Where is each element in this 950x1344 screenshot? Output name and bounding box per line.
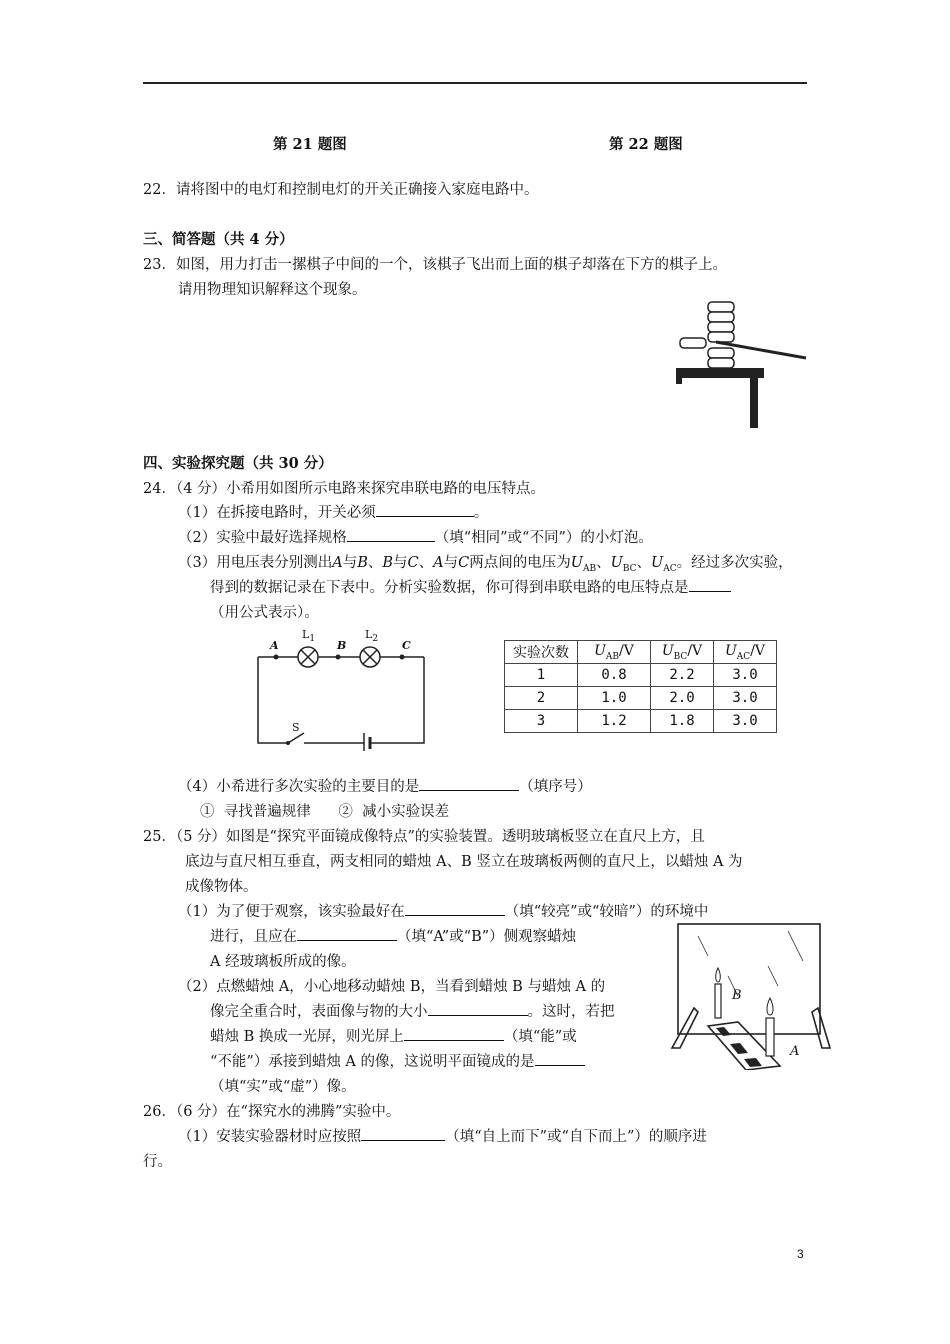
lamp-l1-label: $L_1$ bbox=[302, 628, 316, 645]
q24-part4: （4）小希进行多次实验的主要目的是 （填序号） bbox=[178, 775, 592, 796]
table-cell: 2.2 bbox=[651, 664, 714, 687]
voltage-data-table bbox=[504, 640, 777, 733]
series-circuit-diagram bbox=[252, 627, 430, 751]
q24-part1: （1）在拆接电路时，开关必须 。 bbox=[178, 501, 488, 522]
table-cell: 1 bbox=[505, 664, 578, 687]
table-cell: 3.0 bbox=[714, 687, 777, 710]
q24-part3-line2: 得到的数据记录在下表中。分析实验数据，你可得到串联电路的电压特点是 bbox=[210, 576, 731, 597]
answer-blank[interactable] bbox=[404, 1026, 504, 1041]
table-header-cell: $U_{AB}/V$ bbox=[578, 641, 651, 664]
answer-blank[interactable] bbox=[405, 901, 505, 916]
plane-mirror-figure bbox=[668, 916, 832, 1070]
q25-part2-line2: 像完全重合时，表面像与物的大小 。这时，若把 bbox=[210, 1000, 615, 1021]
answer-blank[interactable] bbox=[297, 926, 397, 941]
question-25-line3: 成像物体。 bbox=[185, 879, 258, 895]
section-3-heading: 三、简答题（共 4 分） bbox=[143, 231, 294, 248]
q24-part3-line1: （3）用电压表分别测出A与B、B与C、A与C两点间的电压为$U_{AB}$、$U_{BC}$、$U_{AC}$。经过多次实验， bbox=[178, 555, 793, 574]
switch-label: S bbox=[292, 721, 300, 734]
answer-blank[interactable] bbox=[376, 502, 474, 517]
question-23-line2: 请用物理知识解释这个现象。 bbox=[178, 282, 367, 298]
table-cell: 3.0 bbox=[714, 710, 777, 733]
question-24-intro: 24．（4 分）小希用如图所示电路来探究串联电路的电压特点。 bbox=[143, 481, 546, 497]
chess-stack-figure bbox=[672, 296, 812, 430]
table-header-row bbox=[505, 641, 777, 664]
candle-a-label: A bbox=[790, 1044, 800, 1059]
q25-part1-line3: A 经玻璃板所成的像。 bbox=[210, 954, 356, 970]
question-25-line2: 底边与直尺相互垂直，两支相同的蜡烛 A、B 竖立在玻璃板两侧的直尺上，以蜡烛 A 为 bbox=[185, 854, 743, 870]
q25-part2-line5: （填“实”或“虚”）像。 bbox=[210, 1079, 356, 1095]
answer-blank[interactable] bbox=[428, 1001, 528, 1016]
answer-blank[interactable] bbox=[419, 776, 519, 791]
question-25-line1: 25．（5 分）如图是“探究平面镜成像特点”的实验装置。透明玻璃板竖立在直尺上方，且 bbox=[143, 829, 705, 845]
node-c-label: C bbox=[402, 639, 411, 652]
q25-part2-line4: “不能”）承接到蜡烛 A 的像，这说明平面镜成的是 bbox=[210, 1050, 585, 1071]
table-row bbox=[505, 664, 777, 687]
table-header-cell: $U_{BC}/V$ bbox=[651, 641, 714, 664]
q25-part1-line1: （1）为了便于观察，该实验最好在 （填“较亮”或“较暗”）的环境中 bbox=[178, 900, 708, 921]
q25-part2-line3: 蜡烛 B 换成一光屏，则光屏上 （填“能”或 bbox=[210, 1025, 577, 1046]
q25-part1-line2: 进行，且应在 （填“A”或“B”）侧观察蜡烛 bbox=[210, 925, 576, 946]
table-cell: 0.8 bbox=[578, 664, 651, 687]
table-cell: 2 bbox=[505, 687, 578, 710]
section-4-heading: 四、实验探究题（共 30 分） bbox=[143, 455, 333, 472]
q25-part2-line1: （2）点燃蜡烛 A，小心地移动蜡烛 B，当看到蜡烛 B 与蜡烛 A 的 bbox=[178, 979, 606, 995]
lamp-l2-label: $L_2$ bbox=[365, 628, 379, 645]
q26-part1: （1）安装实验器材时应按照 （填“自上而下”或“自下而上”）的顺序进 bbox=[178, 1125, 707, 1146]
page-number: 3 bbox=[797, 1247, 804, 1261]
answer-blank[interactable] bbox=[361, 1126, 445, 1141]
table-cell: 3 bbox=[505, 710, 578, 733]
header-rule bbox=[143, 82, 807, 84]
node-a-label: A bbox=[270, 639, 279, 652]
q24-options: ① 寻找普遍规律 ② 减小实验误差 bbox=[200, 804, 450, 820]
table-cell: 2.0 bbox=[651, 687, 714, 710]
question-23-line1: 23．如图，用力打击一摞棋子中间的一个，该棋子飞出而上面的棋子却落在下方的棋子上。 bbox=[143, 257, 727, 273]
table-cell: 1.0 bbox=[578, 687, 651, 710]
node-b-label: B bbox=[337, 639, 347, 652]
candle-b-label: B bbox=[732, 988, 742, 1003]
answer-blank[interactable] bbox=[689, 577, 731, 592]
figure-22-caption: 第 22 题图 bbox=[609, 136, 683, 153]
question-26-line1: 26．（6 分）在“探究水的沸腾”实验中。 bbox=[143, 1104, 401, 1120]
q26-part1-cont: 行。 bbox=[143, 1154, 172, 1170]
q24-part2: （2）实验中最好选择规格 （填“相同”或“不同”）的小灯泡。 bbox=[178, 526, 653, 547]
table-row bbox=[505, 687, 777, 710]
answer-blank[interactable] bbox=[347, 527, 435, 542]
table-cell: 1.8 bbox=[651, 710, 714, 733]
answer-blank[interactable] bbox=[535, 1051, 585, 1066]
table-header-cell: $U_{AC}/V$ bbox=[714, 641, 777, 664]
figure-21-caption: 第 21 题图 bbox=[273, 136, 347, 153]
question-22: 22．请将图中的电灯和控制电灯的开关正确接入家庭电路中。 bbox=[143, 182, 539, 198]
table-row bbox=[505, 710, 777, 733]
table-header-cell: 实验次数 bbox=[505, 641, 578, 664]
table-cell: 3.0 bbox=[714, 664, 777, 687]
q24-part3-line3: （用公式表示）。 bbox=[210, 605, 319, 621]
table-cell: 1.2 bbox=[578, 710, 651, 733]
